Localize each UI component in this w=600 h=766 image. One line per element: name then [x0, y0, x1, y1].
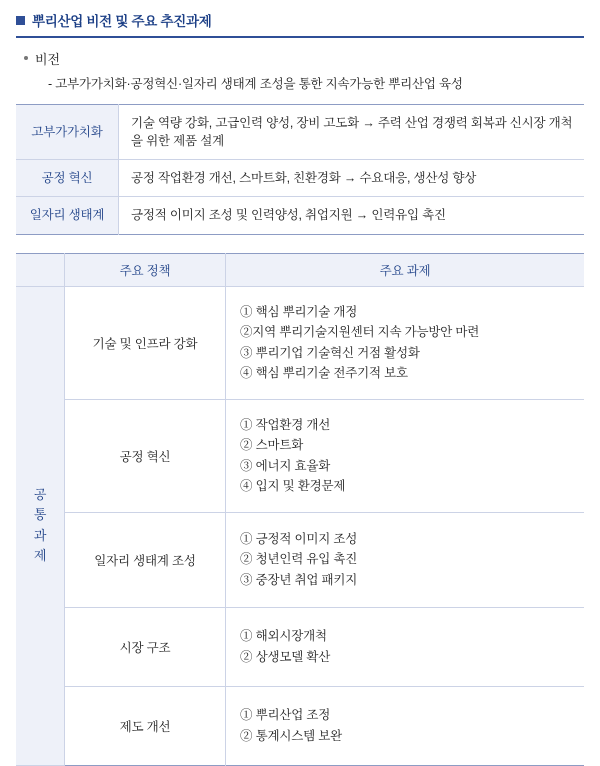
vision-label: 비전 — [35, 52, 61, 67]
task-item: ② 스마트화 — [240, 438, 304, 453]
table-row — [16, 686, 584, 765]
task-cell — [226, 607, 585, 686]
task-cell — [226, 399, 585, 512]
corner-cell — [16, 253, 65, 286]
task-item: ① 긍정적 이미지 조성 — [240, 532, 358, 547]
table-row — [16, 607, 584, 686]
vision-row-text: 긍정적 이미지 조성 및 인력양성, 취업지원 → 인력유입 촉진 — [131, 208, 446, 223]
vision-row-text: 공정 작업환경 개선, 스마트화, 친환경화 → 수요대응, 생산성 향상 — [119, 160, 585, 197]
square-bullet-icon — [16, 16, 25, 25]
table-row — [16, 399, 584, 512]
policy-cell: 일자리 생태계 조성 — [65, 512, 226, 607]
vision-row-label: 일자리 생태계 — [16, 197, 119, 234]
task-cell — [226, 286, 585, 399]
task-table — [16, 253, 584, 766]
task-item: ② 통계시스템 보완 — [240, 728, 342, 743]
column-header-task: 주요 과제 — [226, 253, 585, 286]
vision-row-label: 고부가가치화 — [16, 105, 119, 160]
dot-icon — [24, 56, 28, 60]
policy-cell: 공정 혁신 — [65, 399, 226, 512]
task-item: ②지역 뿌리기술지원센터 지속 가능방안 마련 — [240, 325, 480, 340]
task-item: ③ 중장년 취업 패키지 — [240, 572, 358, 587]
vision-row-label: 공정 혁신 — [16, 160, 119, 197]
task-item: ② 청년인력 유입 촉진 — [240, 552, 358, 567]
vision-description: - 고부가가치화·공정혁신·일자리 생태계 조성을 통한 지속가능한 뿌리산업 육성 — [48, 77, 463, 91]
policy-cell: 제도 개선 — [65, 686, 226, 765]
column-header-policy: 주요 정책 — [65, 253, 226, 286]
task-cell — [226, 686, 585, 765]
task-item: ① 핵심 뿌리기술 개정 — [240, 305, 358, 319]
table-row — [16, 197, 584, 234]
policy-cell: 기술 및 인프라 강화 — [65, 286, 226, 399]
task-item: ③ 에너지 효율화 — [240, 458, 331, 473]
vision-row-text: 기술 역량 강화, 고급인력 양성, 장비 고도화 → 주력 산업 경쟁력 회복과 신시장 개척을 위한 제품 설계 — [119, 105, 585, 160]
task-cell — [226, 512, 585, 607]
page-title-text: 뿌리산업 비전 및 주요 추진과제 — [32, 14, 212, 29]
vision-table — [16, 104, 584, 235]
task-item: ① 뿌리산업 조정 — [240, 708, 331, 723]
task-item: ④ 핵심 뿌리기술 전주기적 보호 — [240, 365, 408, 380]
table-row — [16, 105, 584, 160]
task-item: ④ 입지 및 환경문제 — [240, 478, 346, 493]
table-row — [16, 512, 584, 607]
table-header-row — [16, 253, 584, 286]
task-item: ① 해외시장개척 — [240, 629, 327, 644]
task-item: ① 작업환경 개선 — [240, 418, 331, 432]
side-label-common-task: 공 통 과 제 — [16, 286, 65, 765]
table-row — [16, 286, 584, 399]
table-row — [16, 160, 584, 197]
policy-cell: 시장 구조 — [65, 607, 226, 686]
page-title — [16, 8, 584, 38]
task-item: ② 상생모델 확산 — [240, 649, 331, 664]
vision-bullet — [24, 49, 584, 68]
task-item: ③ 뿌리기업 기술혁신 거점 활성화 — [240, 345, 420, 360]
